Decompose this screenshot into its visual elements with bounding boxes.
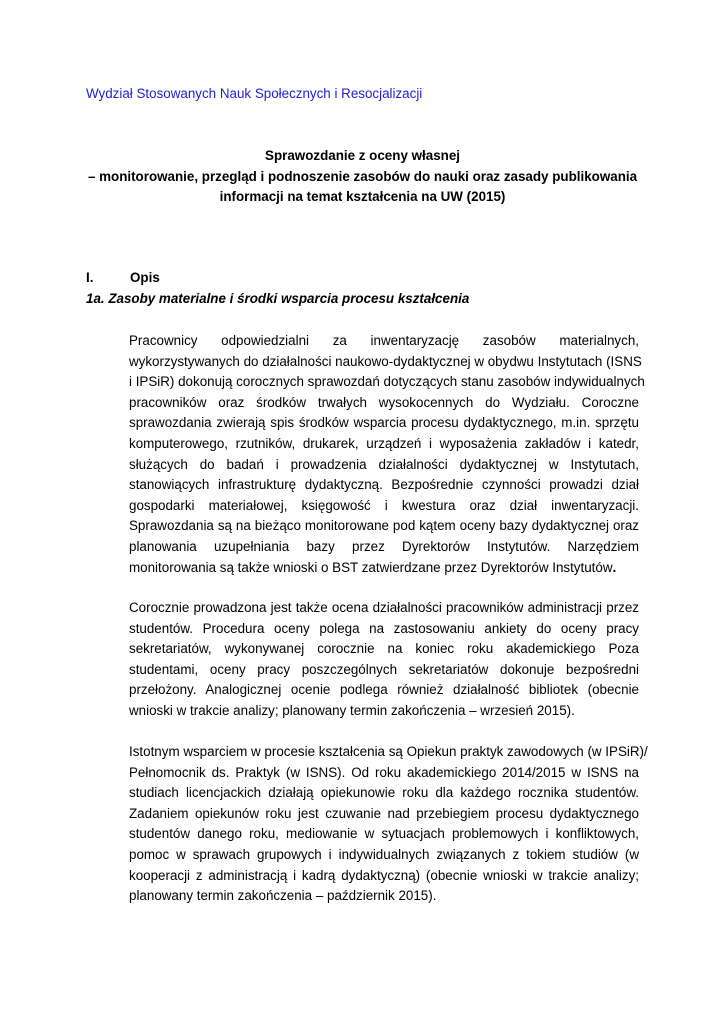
paragraph [129, 331, 645, 578]
paragraph-line: stanowiących infrastrukturę dydaktyczną. Bezpośrednie czynności prowadzi dział [129, 477, 639, 493]
report-title [80, 146, 645, 208]
paragraph [129, 598, 639, 722]
faculty-name: Wydział Stosowanych Nauk Społecznych i Resocjalizacji [86, 86, 423, 101]
subsection-heading: 1a. Zasoby materialne i środki wsparcia procesu kształcenia [86, 291, 470, 306]
title-line: informacji na temat kształcenia na UW (2015) [219, 189, 506, 205]
paragraph-line: studiach licencjackich działają opiekunowie roku dla każdego rocznika studentów. [129, 785, 639, 801]
paragraph-line: sekretariatów, wykonywanej corocznie na koniec roku akademickiego Poza [129, 641, 639, 657]
paragraph-line: pracowników oraz środków trwałych wysokocennych do Wydziału. Coroczne [129, 394, 639, 410]
paragraph-line: komputerowego, rzutników, drukarek, urządzeń i wyposażenia zakładów i katedr, [129, 435, 639, 451]
paragraph-line: planowany termin zakończenia – październik 2015). [129, 888, 437, 904]
paragraph-line: studentów danego roku, mediowanie w sytuacjach problemowych i konfliktowych, [129, 826, 639, 842]
paragraph-line: planowania uzupełniania bazy przez Dyrektorów Instytutów. Narzędziem [129, 538, 639, 554]
section-number: I. [86, 270, 94, 285]
paragraph-line: pomoc w sprawach grupowych i indywidualnych związanych z tokiem studiów (w [129, 846, 639, 862]
paragraph-line: Istotnym wsparciem w procesie kształcenia są Opiekun praktyk zawodowych (w IPSiR)/ [129, 744, 648, 759]
title-line: Sprawozdanie z oceny własnej [265, 148, 460, 163]
paragraph-line [129, 558, 639, 579]
paragraph-line-text: monitorowania są także wnioski o BST zatwierdzane przez Dyrektorów Instytutów [129, 559, 613, 575]
section-label: Opis [130, 270, 160, 285]
paragraph-line: studentami, oceny pracy poszczególnych sekretariatów dokonuje bezpośredni [129, 661, 639, 677]
paragraph-line: Pełnomocnik ds. Praktyk (w ISNS). Od roku akademickiego 2014/2015 w ISNS na [129, 764, 639, 780]
paragraph [129, 742, 648, 907]
paragraph-line: Pracownicy odpowiedzialni za inwentaryzację zasobów materialnych, [129, 333, 639, 348]
paragraph-line: Zadaniem opiekunów roku jest czuwanie nad przebiegiem procesu dydaktycznego [129, 805, 639, 821]
paragraph-line: sprawozdania zwierają spis środków wsparcia procesu dydaktycznego, m.in. sprzętu [129, 415, 639, 431]
paragraph-line: gospodarki materiałowej, księgowość i kwestura oraz dział inwentaryzacji. [129, 497, 639, 513]
paragraph-line: służących do badań i prowadzenia działalności dydaktycznej w Instytutach, [129, 456, 639, 472]
paragraph-line: wnioski w trakcie analizy; planowany termin zakończenia – wrzesień 2015). [129, 702, 575, 718]
paragraph-line: przełożony. Analogicznej ocenie podlega również działalność bibliotek (obecnie [129, 682, 639, 698]
paragraph-line: kooperacji z administracją i kadrą dydaktyczną) (obecnie wnioski w trakcie analizy; [129, 867, 639, 883]
section-heading [86, 270, 160, 285]
paragraph-line: Corocznie prowadzona jest także ocena działalności pracowników administracji przez [129, 600, 639, 615]
final-mark: . [612, 559, 617, 575]
paragraph-line: wykorzystywanych do działalności naukowo-dydaktycznej w obydwu Instytutach (ISNS [129, 353, 642, 369]
paragraph-line: Sprawozdania są na bieżąco monitorowane pod kątem oceny bazy dydaktycznej oraz [129, 518, 639, 534]
paragraph-line: studentów. Procedura oceny polega na zastosowaniu ankiety do oceny pracy [129, 620, 639, 636]
paragraph-line: i IPSiR) dokonują corocznych sprawozdań dotyczących stanu zasobów indywidualnych [129, 374, 645, 390]
title-line: – monitorowanie, przegląd i podnoszenie zasobów do nauki oraz zasady publikowania [87, 168, 638, 184]
